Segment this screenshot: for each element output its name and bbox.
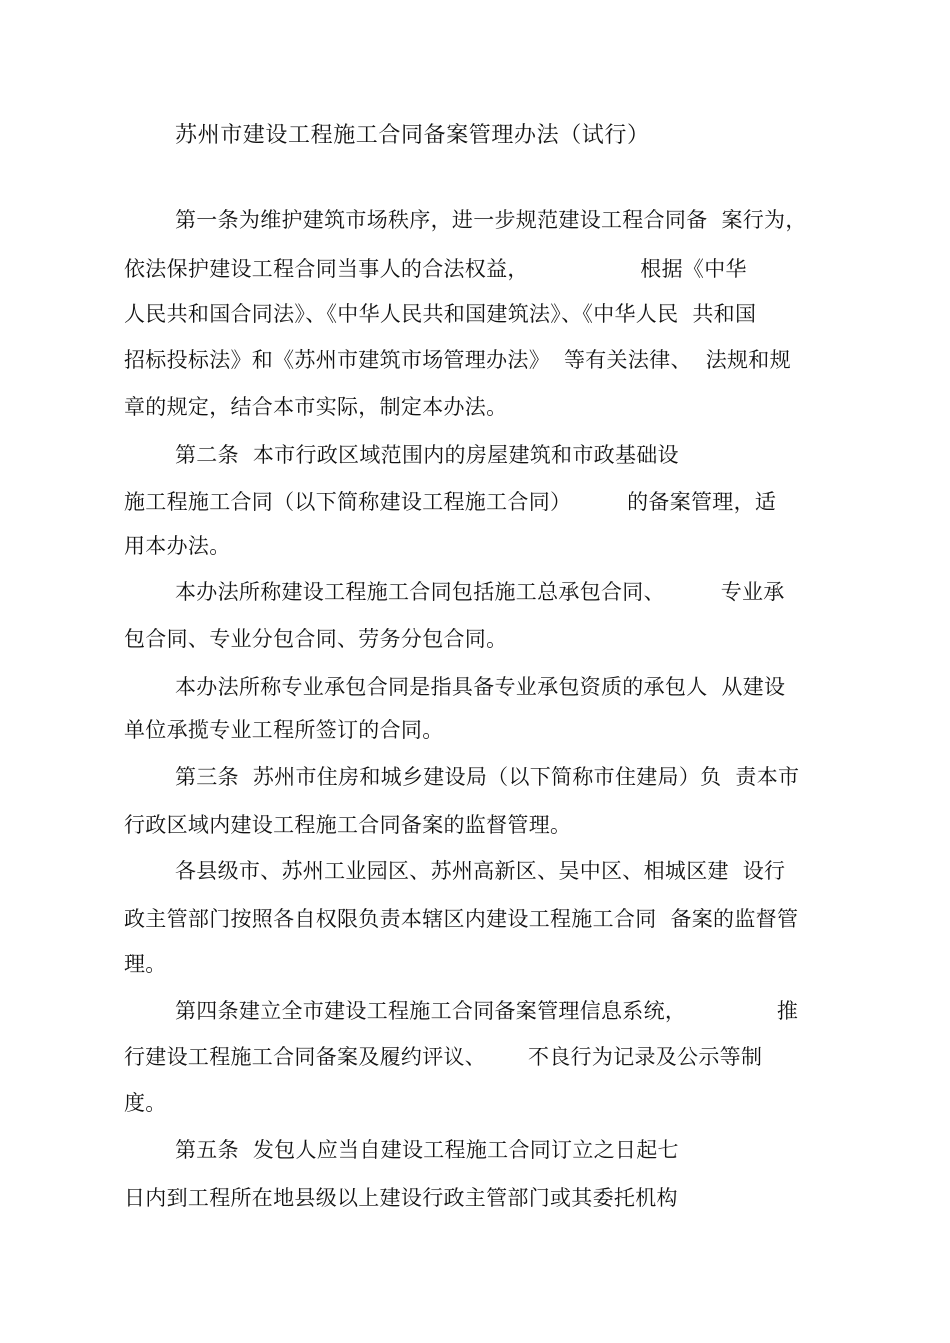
article-2-para-3-line-1: 本办法所称专业承包合同是指具备专业承包资质的承包人 从建设 <box>175 675 786 699</box>
article-4-line-3: 度。 <box>124 1091 167 1115</box>
article-3-para-2-line-1: 各县级市、苏州工业园区、苏州高新区、吴中区、相城区建 设行 <box>175 859 786 883</box>
article-3-para-2-line-2: 政主管部门按照各自权限负责本辖区内建设工程施工合同 备案的监督管 <box>124 907 799 931</box>
document-title: 苏州市建设工程施工合同备案管理办法（试行） <box>175 123 650 148</box>
article-4-line-2: 行建设工程施工合同备案及履约评议、 不良行为记录及公示等制 <box>124 1045 763 1069</box>
article-2-line-3: 用本办法。 <box>124 534 231 558</box>
article-2-line-1: 第二条 本市行政区域范围内的房屋建筑和市政基础设 <box>175 443 679 467</box>
article-5-line-2: 日内到工程所在地县级以上建设行政主管部门或其委托机构 <box>124 1186 678 1210</box>
article-2-para-3-line-2: 单位承揽专业工程所签订的合同。 <box>124 718 444 742</box>
article-2-para-2-line-2: 包合同、专业分包合同、劳务分包合同。 <box>124 627 508 651</box>
article-1-line-4: 招标投标法》和《苏州市建筑市场管理办法》 等有关法律、 法规和规 <box>124 348 791 372</box>
article-1-line-5: 章的规定，结合本市实际，制定本办法。 <box>124 395 508 419</box>
article-3-line-1: 第三条 苏州市住房和城乡建设局（以下简称市住建局）负 责本市 <box>175 765 800 789</box>
article-4-line-1: 第四条建立全市建设工程施工合同备案管理信息系统， 推 <box>175 999 799 1023</box>
article-5-line-1: 第五条 发包人应当自建设工程施工合同订立之日起七 <box>175 1138 679 1162</box>
article-1-line-1: 第一条为维护建筑市场秩序，进一步规范建设工程合同备 案行为， <box>175 208 807 232</box>
article-3-para-2-line-3: 理。 <box>124 952 167 976</box>
article-1-line-3: 人民共和国合同法》、《中华人民共和国建筑法》、《中华人民 共和国 <box>124 302 757 326</box>
article-1-line-2: 依法保护建设工程合同当事人的合法权益， 根据《中华 <box>124 257 747 281</box>
article-3-line-2: 行政区域内建设工程施工合同备案的监督管理。 <box>124 813 572 837</box>
article-2-line-2: 施工程施工合同（以下简称建设工程施工合同） 的备案管理，适 <box>124 490 777 514</box>
article-2-para-2-line-1: 本办法所称建设工程施工合同包括施工总承包合同、 专业承 <box>175 580 785 604</box>
